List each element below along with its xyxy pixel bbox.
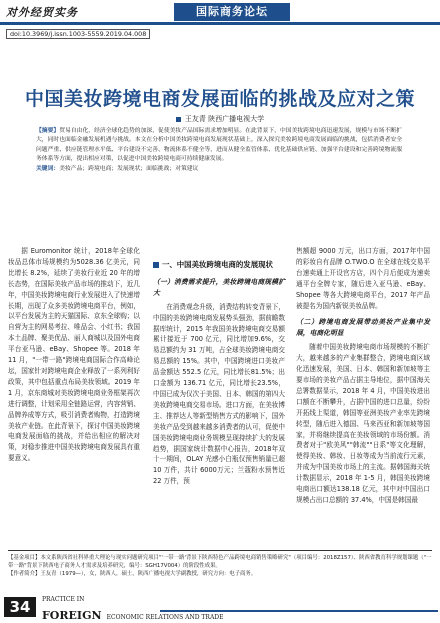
column-1	[8, 246, 140, 464]
logo-sub-text: ECONOMIC RELATIONS AND TRADE	[106, 614, 224, 621]
subheading-1: （一）消费需求提升，美妆跨境电商规模扩大	[153, 277, 285, 297]
fund-note: 【基金项目】本文系陕西省社科界重大理论与现实问题研究项目"'一带一路'背景下陕西特色产品跨境电商销售策略研究"（项目编号：2018Z157）、陕西省教育科学规划课题（"一带一路"背景下陕西电子商务人才需求及培养研究，编号：SGH17V004）的阶段性成果。	[8, 555, 432, 570]
abstract-label: 【摘要】	[36, 128, 60, 134]
article-title: 中国美妆跨境电商发展面临的挑战及应对之策	[24, 88, 415, 110]
section-heading-1	[153, 260, 285, 271]
keywords-text: 美妆产品；跨境电商；发展现状；面临挑战；对策建议	[59, 166, 199, 173]
author-note: 【作者简介】王友青（1979—），女，陕西人，硕士，陕西广播电视大学副教授，研究方向：电子商务。	[8, 571, 257, 578]
intro-paragraph: 据 Euromonitor 统计，2018年全球化妆品总体市场规模约为5028.36 亿美元，同比增长 8.2%，延续了美妆行业近 20 年的增长态势，在国际美妆产品市场的推动下，近几年，中国美妆跨境电商行业发展进入了快速增长期，出现了众多美妆跨境电商平台，例如，以平台发展为主的天猫国际、京东全球购；以自营为主的网易考拉、唯品会、小红书；我国本土品牌、聚美优品、丽人商城以及国外电商平台亚马逊、eBay、Shopee 等。2018 年 11 月，"一带一路"跨境电商国际合作高峰论坛，国家针对跨境电商企业释放了一系列利好政策，其中包括重点布局美妆领域。2019 年 1 月，京东商城对美妆跨境电商业务框架再次进行调整，计划采用全链路运营，内容营销、品牌养成等方式，吸引消费者购物，打造跨境美妆产业链。在此背景下，探讨中国美妆跨境电商发展面临的挑战，并给出相应的解决对策，对稳步推进中国美妆跨境电商发展具有重要意义。	[8, 247, 140, 463]
body-paragraph-cont: 售额超 9000 万元，出口方面，2017年中国的彩妆自有品牌 O.TWO.O 在全球在线交易平台速卖通上开设官方店，四个月后便成为速卖通平台全牌专家，随后进入亚马逊、eBay、Shopee 等各大跨境电商平台，2017 年产品被提名为国内新锐美妆品牌。	[296, 247, 430, 310]
header-rule	[0, 22, 440, 25]
section-heading-1-text: 一、中国美妆跨境电商的发展现状	[162, 260, 273, 269]
keywords-label: 关键词：	[36, 166, 60, 173]
page-number: 34	[4, 597, 36, 617]
subheading-2: （二）跨境电商发展带动美妆产业集中发展，电商化明显	[296, 318, 430, 338]
author-byline	[0, 114, 440, 124]
footnote-rule	[8, 550, 432, 551]
heading-square-icon	[153, 262, 159, 268]
journal-masthead: 对外经贸实务	[6, 6, 78, 19]
body-paragraph: 在消费观念升级，消费结构转变背景下，中国的美妆跨境电商发展势头强劲，据前瞻数据库统计，2015 年我国美妆跨境电商交易额累计接近于 700 亿元，同比增加9.6%，交易总额约为 31 万吨，占全球美妆跨境电商交易总额的 15%。其中，中国跨境进口美妆产品金额达 552.5 亿元，同比增长81.5%；出口金额为 136.71 亿元，同比增长23.5%，中国已成为仅次于美国、日本、韩国的第四大美妆跨境电商交易市场。进口方面，在美妆博主、推荐达人等新型销售方式的影响下，国外美妆产品受到越来越多消费者的认可，促使中国美妆跨境电商业务规模呈现持续扩大的发展趋势，据国家统计数据中心报告，2018年双十一期间，OLAY 光感小白瓶仅预售销量已超 10 万件，共计 6000万元；兰蔻粉水预售近 22 万件，预	[153, 302, 285, 486]
doi-label[interactable]: doi:10.3969/j.issn.1003-5559.2019.04.008	[6, 29, 150, 39]
logo-top-text: PRACTICE IN	[42, 596, 85, 603]
keywords-line	[36, 165, 402, 174]
footer-rule	[160, 610, 438, 612]
body-paragraph: 随着中国美妆跨境电商市场规模的不断扩大，越来越多的产业集群整合，跨境电商区域化迅速发展，美国、日本、韩国和新加坡等主要市场的美妆产品占据主导地位，据中国海关总署数据显示，2018 年 4 月，中国美妆进出口额在不断攀升，占据中国的进口总量，纷纷开拓线上渠道，韩国等亚洲美妆产业率先跨境转型，随后进入德国、马来西亚和新加坡等国家，并将继续提高在美妆领域的市场份额。消费者对于"欧美风""韩流""日系"等文化理解，使得美妆、韩妆、日妆等成为当前流行元素，并成为中国美妆市场上的主流。据韩国海关统计数据显示，2018 年 1-5 月，韩国美妆跨境电商出口额达138.18 亿元，其中对中国出口规模占出口总额的 37.4%，中国是韩国最	[296, 343, 430, 504]
abstract-text: 贸易自由化，经济全球化趋势的加深，促使美妆产品国际需求增加明显。在此背景下，中国美妆跨境电商迅速发展，规模与市场不断扩大，同时也面临金融发展机遇与挑战。本文在分析中国美妆跨境电商发展现状基础上，深入探究美妆跨境电商发展面临的挑战，包括消费者安全问题严重、供应链管理水平低、平台建设不完善、物流体系不健全等，进而从健全监管体系、优化基础供应链、加强平台建设和完善跨境物流服务体系等方面，提出相应对策，以促进中国美妆跨境电商可持续健康发展。	[36, 128, 402, 162]
footnote	[8, 554, 432, 579]
logo-main-text: FOREIGN	[42, 609, 102, 622]
author-text: 王友青 陕西广播电视大学	[184, 115, 265, 123]
byline-square-icon	[176, 117, 181, 122]
section-banner: 国际商务论坛	[174, 3, 290, 21]
column-3	[296, 246, 430, 506]
abstract	[36, 127, 402, 174]
column-2	[153, 246, 285, 487]
